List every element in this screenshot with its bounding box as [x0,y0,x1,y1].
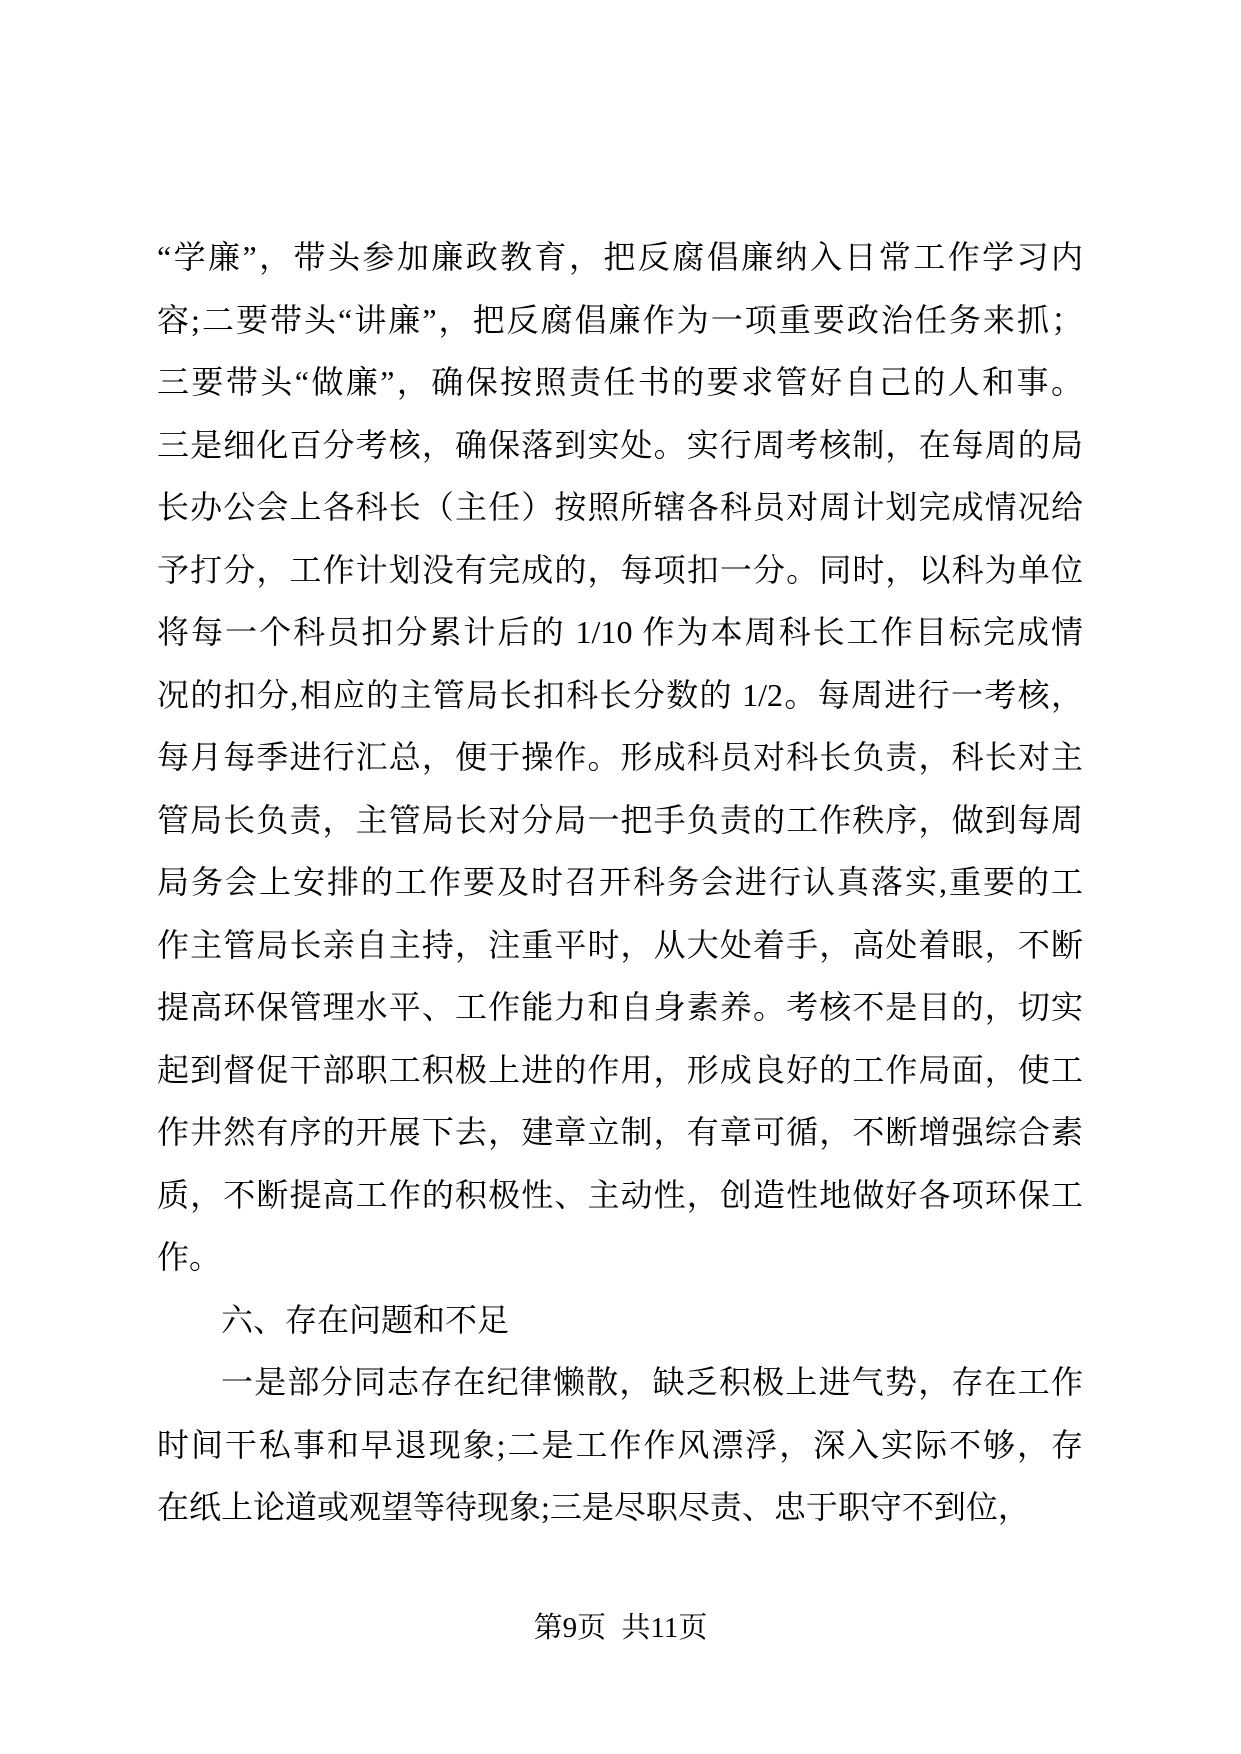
text-line: 质，不断提高工作的积极性、主动性，创造性地做好各项环保工 [157,1176,1083,1213]
text-line: 况的扣分,相应的主管局长扣科长分数的 1/2。每周进行一考核， [157,676,1083,713]
text-line: 起到督促干部职工积极上进的作用，形成良好的工作局面，使工 [157,1051,1083,1088]
text-line: 三是细化百分考核，确保落到实处。实行周考核制，在每周的局 [157,426,1083,463]
text-line: 长办公会上各科长（主任）按照所辖各科员对周计划完成情况给 [157,489,1083,525]
text-line: 予打分，工作计划没有完成的，每项扣一分。同时，以科为单位 [157,551,1083,588]
text-line: 容;二要带头“讲廉”，把反腐倡廉作为一项重要政治任务来抓； [157,301,1083,338]
text-line: 三要带头“做廉”，确保按照责任书的要求管好自己的人和事。 [157,364,1083,400]
text-line: 作。 [157,1239,222,1275]
text-line: 时间干私事和早退现象;二是工作作风漂浮，深入实际不够，存 [157,1426,1083,1463]
page-number: 第9页 共11页 [533,1612,708,1644]
document-body [157,226,1083,1539]
text-line: 管局长负责，主管局长对分局一把手负责的工作秩序，做到每周 [157,801,1083,838]
text-line: 六、存在问题和不足 [221,1301,510,1338]
page-footer [0,1607,1241,1649]
text-line: 作主管局长亲自主持，注重平时，从大处着手，高处着眼，不断 [157,926,1083,963]
text-line: 每月每季进行汇总，便于操作。形成科员对科长负责，科长对主 [157,739,1083,775]
text-line: 将每一个科员扣分累计后的 1/10 作为本周科长工作目标完成情 [157,614,1083,650]
text-line: 提高环保管理水平、工作能力和自身素养。考核不是目的，切实 [157,989,1083,1025]
text-line: “学廉”，带头参加廉政教育，把反腐倡廉纳入日常工作学习内 [157,239,1083,275]
text-line: 在纸上论道或观望等待现象;三是尽职尽责、忠于职守不到位， [157,1489,1030,1525]
text-line: 一是部分同志存在纪律懒散，缺乏积极上进气势，存在工作 [221,1364,1083,1400]
text-line: 作井然有序的开展下去，建章立制，有章可循，不断增强综合素 [157,1114,1083,1150]
text-line: 局务会上安排的工作要及时召开科务会进行认真落实,重要的工 [157,864,1083,900]
